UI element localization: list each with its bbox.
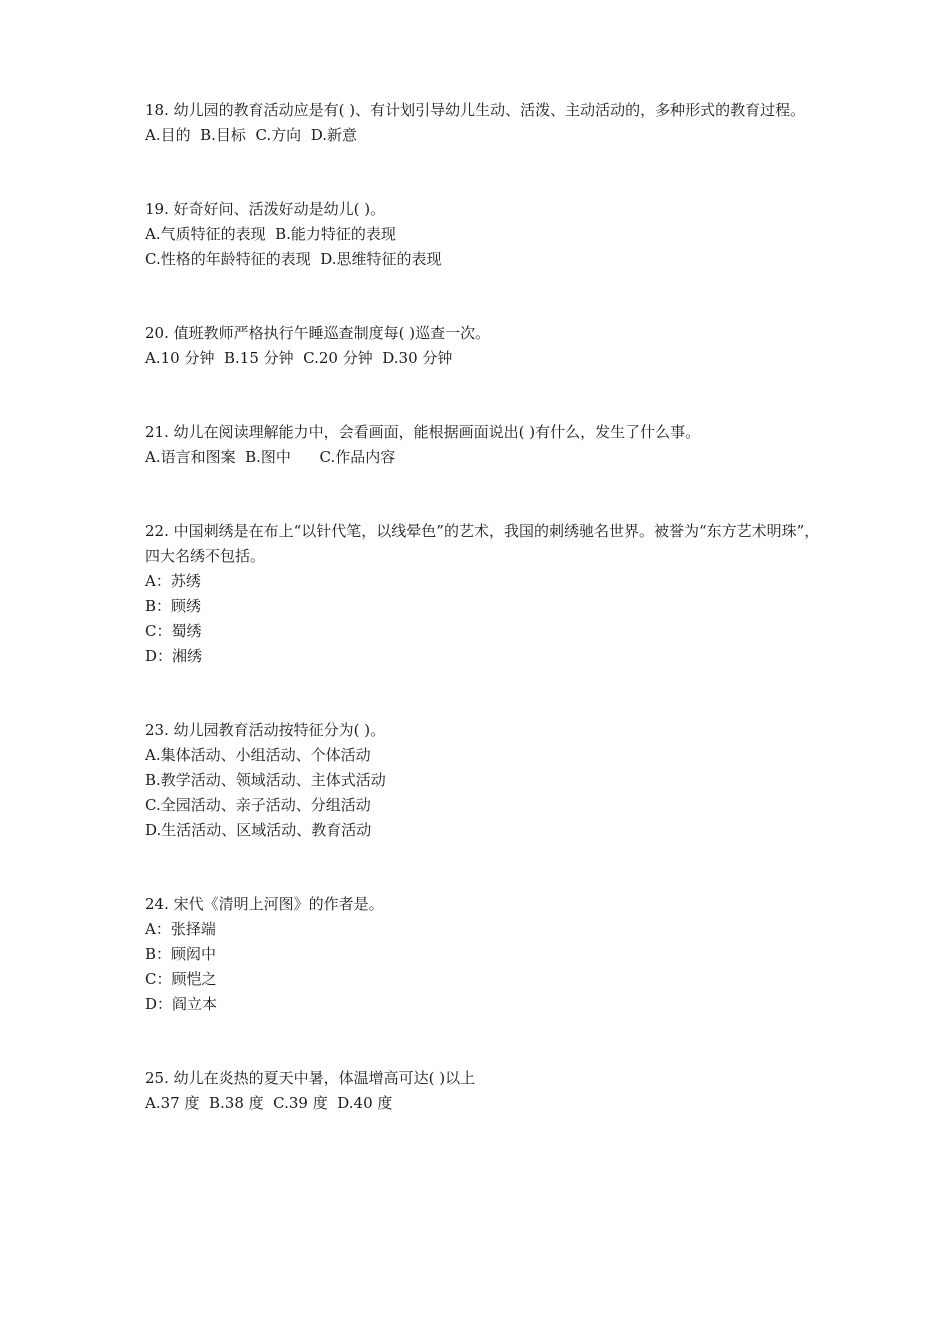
spacer	[145, 669, 820, 718]
question-text: 22. 中国刺绣是在布上“以针代笔，以线晕色”的艺术，我国的刺绣驰名世界。被誉为“东方艺术明珠”，四大名绣不包括。	[145, 522, 820, 565]
option-line: B：顾闳中	[145, 945, 217, 963]
option-line: A.集体活动、小组活动、个体活动	[145, 746, 371, 764]
question-23	[145, 718, 820, 843]
question-text: 25. 幼儿在炎热的夏天中暑，体温增高可达( )以上	[145, 1069, 476, 1087]
spacer	[145, 272, 820, 321]
option-line: A：张择端	[145, 920, 216, 938]
option-line: C.性格的年龄特征的表现 D.思维特征的表现	[145, 250, 442, 268]
option-line: A.气质特征的表现 B.能力特征的表现	[145, 225, 396, 243]
option-line: A：苏绣	[145, 572, 201, 590]
document-page	[145, 98, 820, 1116]
question-24	[145, 892, 820, 1017]
spacer	[145, 1017, 820, 1066]
option-line: C：顾恺之	[145, 970, 217, 988]
question-text: 20. 值班教师严格执行午睡巡查制度每( )巡查一次。	[145, 324, 491, 342]
option-line: A.目的 B.目标 C.方向 D.新意	[145, 126, 357, 144]
option-line: A.10 分钟 B.15 分钟 C.20 分钟 D.30 分钟	[145, 349, 453, 367]
spacer	[145, 470, 820, 519]
spacer	[145, 371, 820, 420]
question-text: 19. 好奇好问、活泼好动是幼儿( )。	[145, 200, 386, 218]
question-20	[145, 321, 820, 371]
option-line: B.教学活动、领域活动、主体式活动	[145, 771, 386, 789]
option-line: C：蜀绣	[145, 622, 202, 640]
question-25	[145, 1066, 820, 1116]
question-text: 24. 宋代《清明上河图》的作者是。	[145, 895, 384, 913]
question-text: 23. 幼儿园教育活动按特征分为( )。	[145, 721, 386, 739]
spacer	[145, 843, 820, 892]
option-line: B：顾绣	[145, 597, 202, 615]
question-text: 21. 幼儿在阅读理解能力中，会看画面，能根据画面说出( )有什么，发生了什么事。	[145, 423, 701, 441]
option-line: D：湘绣	[145, 647, 203, 665]
question-22	[145, 519, 820, 669]
spacer	[145, 148, 820, 197]
option-line: A.语言和图案 B.图中 C.作品内容	[145, 448, 396, 466]
option-line: D.生活活动、区域活动、教育活动	[145, 821, 372, 839]
option-line: D：阎立本	[145, 995, 218, 1013]
question-19	[145, 197, 820, 272]
option-line: A.37 度 B.38 度 C.39 度 D.40 度	[145, 1094, 393, 1112]
option-line: C.全园活动、亲子活动、分组活动	[145, 796, 371, 814]
question-text: 18. 幼儿园的教育活动应是有( )、有计划引导幼儿生动、活泼、主动活动的，多种形式的教育过程。	[145, 101, 806, 119]
question-18	[145, 98, 820, 148]
question-21	[145, 420, 820, 470]
